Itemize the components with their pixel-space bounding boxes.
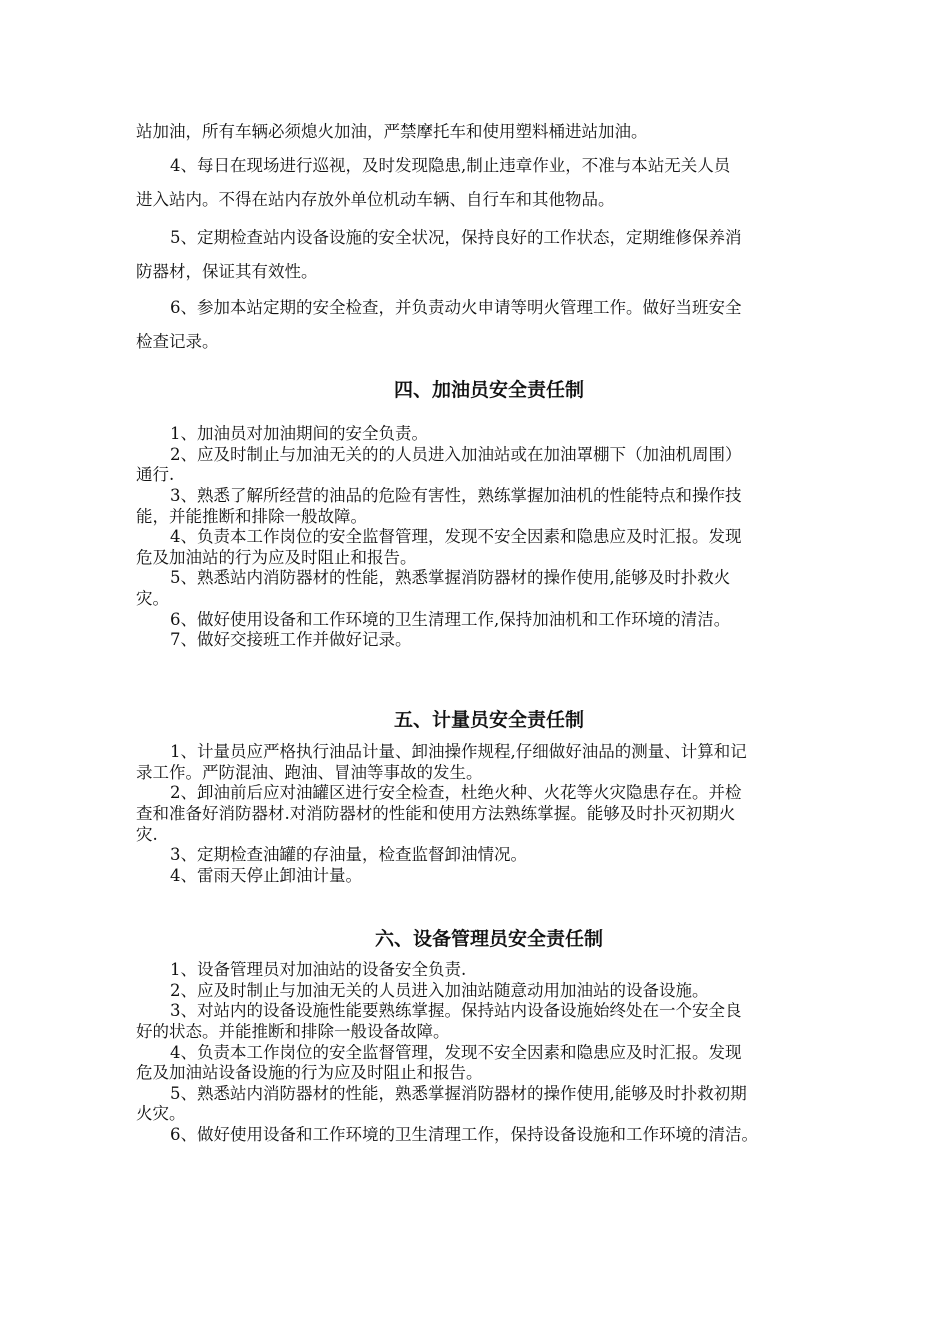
intro-paragraph (136, 115, 842, 149)
intro-item-5 (136, 221, 842, 289)
list-item: 3、熟悉了解所经营的油品的危险有害性，熟练掌握加油机的性能特点和操作技 (170, 485, 742, 505)
list-item: 4、负责本工作岗位的安全监督管理，发现不安全因素和隐患应及时汇报。发现 (170, 527, 742, 547)
list-item: 5、熟悉站内消防器材的性能，熟悉掌握消防器材的操作使用,能够及时扑救火 (170, 568, 731, 588)
text-line: 站加油，所有车辆必须熄火加油，严禁摩托车和使用塑料桶进站加油。 (136, 122, 648, 141)
text-line: 5、定期检查站内设备设施的安全状况，保持良好的工作状态，定期维修保养消 (170, 228, 742, 247)
list-item-continuation: 危及加油站设备设施的行为应及时阻止和报告。 (136, 1063, 483, 1083)
text-line: 检查记录。 (136, 332, 219, 351)
list-item: 3、定期检查油罐的存油量，检查监督卸油情况。 (170, 845, 527, 865)
section-heading-4: 四、加油员安全责任制 (393, 379, 584, 401)
text-line: 4、每日在现场进行巡视，及时发现隐患,制止违章作业，不准与本站无关人员 (170, 156, 731, 175)
list-item: 1、加油员对加油期间的安全负责。 (170, 424, 428, 443)
section-heading-5: 五、计量员安全责任制 (393, 709, 584, 731)
list-item-continuation: 通行. (136, 465, 175, 485)
list-item: 7、做好交接班工作并做好记录。 (170, 630, 412, 650)
list-item: 2、应及时制止与加油无关的人员进入加油站随意动用加油站的设备设施。 (170, 980, 709, 1000)
list-item: 1、计量员应严格执行油品计量、卸油操作规程,仔细做好油品的测量、计算和记 (170, 742, 747, 761)
list-item: 2、应及时制止与加油无关的的人员进入加油站或在加油罩棚下（加油机周围） (170, 444, 742, 464)
list-item: 6、做好使用设备和工作环境的卫生清理工作,保持加油机和工作环境的清洁。 (170, 609, 731, 629)
list-item: 1、设备管理员对加油站的设备安全负责. (170, 960, 467, 979)
intro-item-4 (136, 149, 842, 217)
list-item-continuation: 能，并能推断和排除一般故障。 (136, 506, 367, 526)
list-item: 3、对站内的设备设施性能要熟练掌握。保持站内设备设施始终处在一个安全良 (170, 1001, 742, 1021)
section-5-list (136, 742, 842, 886)
list-item: 4、雷雨天停止卸油计量。 (170, 865, 362, 885)
list-item-continuation: 火灾。 (136, 1104, 186, 1124)
text-line: 进入站内。不得在站内存放外单位机动车辆、自行车和其他物品。 (136, 190, 615, 209)
text-line: 6、参加本站定期的安全检查，并负责动火申请等明火管理工作。做好当班安全 (170, 298, 742, 317)
list-item-continuation: 灾。 (136, 589, 169, 608)
list-item-continuation: 危及加油站的行为应及时阻止和报告。 (136, 547, 417, 567)
section-heading-6: 六、设备管理员安全责任制 (374, 928, 603, 950)
section-4-list (136, 424, 842, 651)
list-item-continuation: 好的状态。并能推断和排除一般设备故障。 (136, 1021, 450, 1041)
list-item: 6、做好使用设备和工作环境的卫生清理工作，保持设备设施和工作环境的清洁。 (170, 1125, 758, 1144)
list-item: 4、负责本工作岗位的安全监督管理，发现不安全因素和隐患应及时汇报。发现 (170, 1042, 742, 1062)
list-item: 5、熟悉站内消防器材的性能，熟悉掌握消防器材的操作使用,能够及时扑救初期 (170, 1083, 747, 1103)
intro-item-6 (136, 291, 842, 359)
list-item-continuation: 查和准备好消防器材.对消防器材的性能和使用方法熟练掌握。能够及时扑灭初期火 (136, 803, 736, 823)
list-item: 2、卸油前后应对油罐区进行安全检查，杜绝火种、火花等火灾隐患存在。并检 (170, 783, 742, 803)
list-item-continuation: 录工作。严防混油、跑油、冒油等事故的发生。 (136, 762, 483, 782)
text-line: 防器材，保证其有效性。 (136, 262, 318, 281)
section-6-list (136, 960, 842, 1146)
list-item-continuation: 灾. (136, 824, 158, 844)
